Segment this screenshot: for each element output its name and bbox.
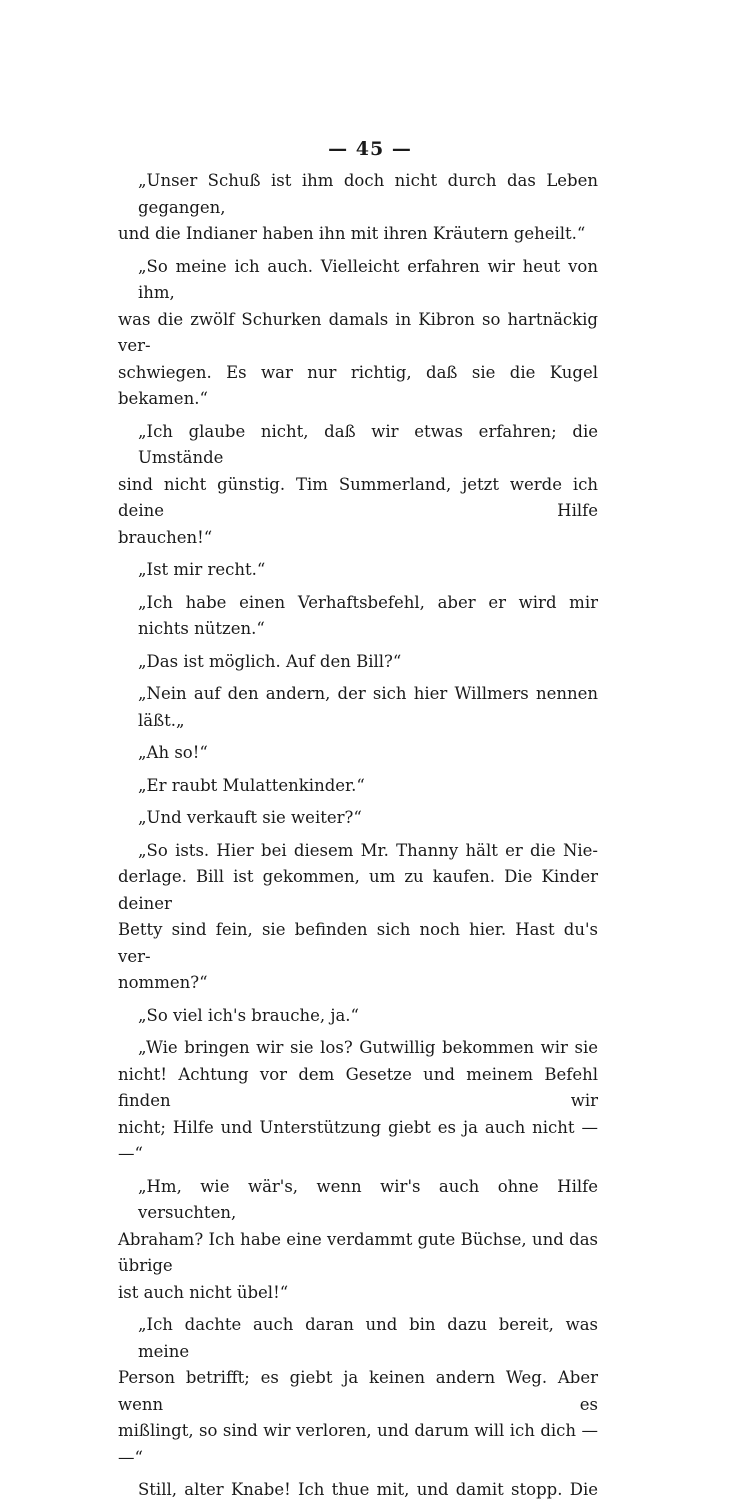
paragraph — [118, 805, 598, 832]
text-line: „Das ist möglich. Auf den Bill?“ — [138, 651, 402, 671]
paragraph — [118, 1035, 598, 1168]
text-line: ist auch nicht übel!“ — [118, 1282, 289, 1302]
paragraph — [118, 1477, 598, 1504]
text-line: „Unser Schuß ist ihm doch nicht durch das Leben gegangen, — [138, 171, 598, 217]
text-line: „Ah so!“ — [138, 743, 208, 762]
text-line: „Und verkauft sie weiter?“ — [138, 808, 362, 827]
text-line: und die Indianer haben ihn mit ihren Kräutern geheilt.“ — [118, 224, 586, 243]
paragraph — [118, 557, 598, 584]
text-line: „Wie bringen wir sie los? Gutwillig bekommen wir sie — [138, 1038, 598, 1057]
paragraph — [118, 1312, 598, 1471]
text-line: nicht; Hilfe und Unterstützung giebt es ja auch nicht — —“ — [118, 1117, 598, 1163]
text-line: „Ich glaube nicht, daß wir etwas erfahren; die Umstände — [138, 421, 598, 467]
paragraph — [118, 1003, 598, 1030]
paragraph — [118, 1174, 598, 1307]
paragraph — [118, 419, 598, 552]
text-line: „Nein auf den andern, der sich hier Willmers nennen läßt.„ — [138, 684, 598, 730]
page-body-text — [118, 168, 598, 1510]
text-line: nicht! Achtung vor dem Gesetze und meinem Befehl finden wir — [118, 1064, 598, 1110]
text-line: derlage. Bill ist gekommen, um zu kaufen. Die Kinder deiner — [118, 867, 598, 913]
text-line: Still, alter Knabe! Ich thue mit, und damit stopp. Die — [138, 1480, 598, 1499]
paragraph — [118, 838, 598, 997]
paragraph — [118, 681, 598, 734]
paragraph — [118, 254, 598, 413]
page-number: — 45 — — [328, 138, 412, 160]
text-line: sind nicht günstig. Tim Summerland, jetzt werde ich deine Hilfe — [118, 474, 598, 520]
text-line: „So meine ich auch. Vielleicht erfahren wir heut von ihm, — [138, 256, 598, 302]
text-line: „Ist mir recht.“ — [138, 560, 266, 579]
text-line: Person betrifft; es giebt ja keinen andern Weg. Aber wenn es — [118, 1368, 598, 1414]
paragraph — [118, 168, 598, 248]
paragraph — [118, 740, 598, 767]
text-line: „Er raubt Mulattenkinder.“ — [138, 775, 365, 795]
text-line: „So ists. Hier bei diesem Mr. Thanny hält er die Nie- — [138, 840, 598, 860]
text-line: „Hm, wie wär's, wenn wir's auch ohne Hilfe versuchten, — [138, 1176, 598, 1222]
text-line: nommen?“ — [118, 973, 208, 992]
text-line: schwiegen. Es war nur richtig, daß sie die Kugel bekamen.“ — [118, 362, 598, 408]
text-line: Betty sind fein, sie befinden sich noch hier. Hast du's ver- — [118, 920, 598, 966]
text-line: „Ich habe einen Verhaftsbefehl, aber er wird mir nichts nützen.“ — [138, 592, 598, 638]
text-line: was die zwölf Schurken damals in Kibron so hartnäckig ver- — [118, 309, 598, 355]
text-line: „Ich dachte auch daran und bin dazu bereit, was meine — [138, 1315, 598, 1361]
text-line: „So viel ich's brauche, ja.“ — [138, 1005, 359, 1025]
text-line: brauchen!“ — [118, 527, 213, 547]
text-line: mißlingt, so sind wir verloren, und darum will ich dich — —“ — [118, 1421, 598, 1467]
paragraph — [118, 773, 598, 800]
text-line: Abraham? Ich habe eine verdammt gute Büchse, und das übrige — [118, 1229, 598, 1275]
paragraph — [118, 649, 598, 676]
paragraph — [118, 590, 598, 643]
